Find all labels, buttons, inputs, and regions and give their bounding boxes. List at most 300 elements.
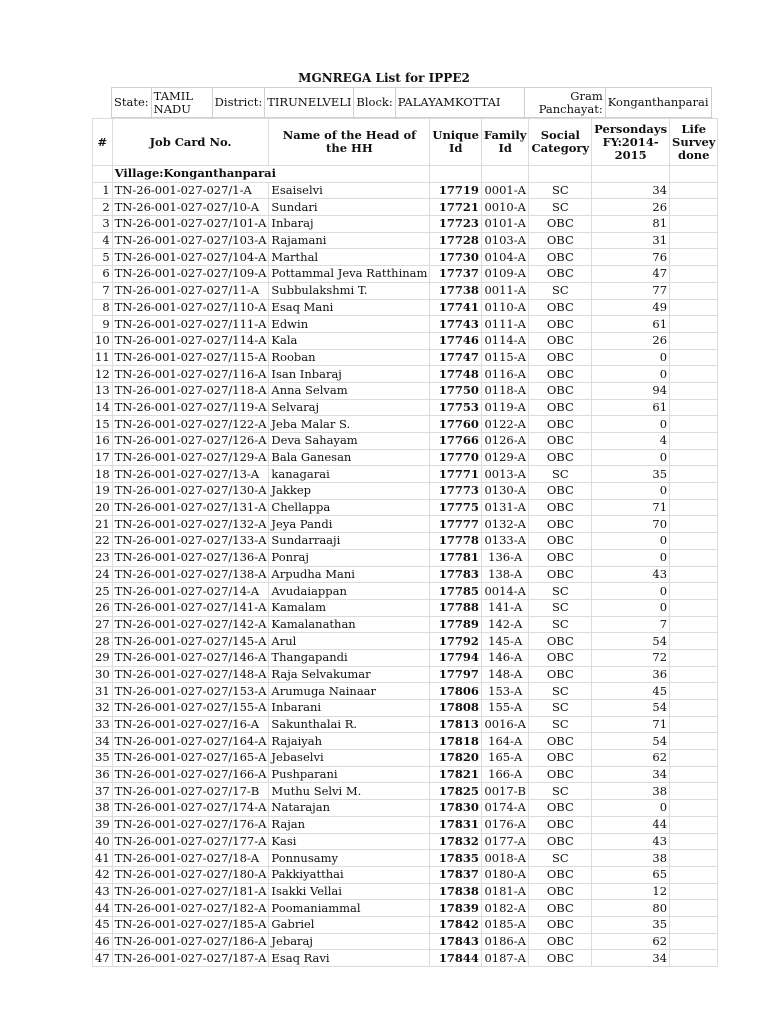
table-row — [93, 499, 718, 516]
cell-job-card: TN-26-001-027-027/11-A — [112, 282, 269, 299]
cell-unique-id: 17844 — [430, 950, 481, 967]
header-job-card: Job Card No. — [112, 119, 269, 166]
cell-unique-id: 17775 — [430, 499, 481, 516]
cell-life-survey — [670, 449, 718, 466]
cell-persondays: 43 — [592, 566, 670, 583]
cell-life-survey — [670, 750, 718, 767]
cell-family-id: 0109-A — [481, 266, 529, 283]
cell-life-survey — [670, 249, 718, 266]
cell-unique-id: 17783 — [430, 566, 481, 583]
cell-job-card: TN-26-001-027-027/177-A — [112, 833, 269, 850]
cell-unique-id: 17794 — [430, 649, 481, 666]
cell-job-card: TN-26-001-027-027/16-A — [112, 716, 269, 733]
cell-social-category: OBC — [529, 733, 592, 750]
cell-family-id: 0103-A — [481, 232, 529, 249]
cell-serial: 38 — [93, 800, 113, 817]
cell-family-id: 0110-A — [481, 299, 529, 316]
cell-job-card: TN-26-001-027-027/103-A — [112, 232, 269, 249]
table-row — [93, 850, 718, 867]
cell-unique-id: 17831 — [430, 816, 481, 833]
cell-social-category: OBC — [529, 533, 592, 550]
cell-job-card: TN-26-001-027-027/129-A — [112, 449, 269, 466]
cell-social-category: OBC — [529, 800, 592, 817]
cell-life-survey — [670, 916, 718, 933]
cell-life-survey — [670, 549, 718, 566]
cell-unique-id: 17808 — [430, 700, 481, 717]
cell-serial: 3 — [93, 216, 113, 233]
cell-family-id: 0011-A — [481, 282, 529, 299]
cell-name: Inbaraj — [269, 216, 430, 233]
cell-life-survey — [670, 633, 718, 650]
table-row — [93, 766, 718, 783]
job-card-table — [92, 118, 718, 967]
cell-unique-id: 17838 — [430, 883, 481, 900]
cell-social-category: OBC — [529, 933, 592, 950]
cell-persondays: 26 — [592, 332, 670, 349]
cell-persondays: 47 — [592, 266, 670, 283]
cell-serial: 4 — [93, 232, 113, 249]
table-row — [93, 833, 718, 850]
cell-persondays: 0 — [592, 583, 670, 600]
cell-persondays: 0 — [592, 449, 670, 466]
cell-unique-id: 17719 — [430, 182, 481, 199]
cell-unique-id: 17750 — [430, 382, 481, 399]
cell-name: Esaq Mani — [269, 299, 430, 316]
cell-job-card: TN-26-001-027-027/114-A — [112, 332, 269, 349]
cell-social-category: SC — [529, 683, 592, 700]
cell-family-id: 164-A — [481, 733, 529, 750]
state-value: TAMIL NADU — [151, 88, 212, 118]
cell-social-category: OBC — [529, 216, 592, 233]
table-row — [93, 349, 718, 366]
cell-serial: 11 — [93, 349, 113, 366]
cell-serial: 18 — [93, 466, 113, 483]
cell-persondays: 62 — [592, 933, 670, 950]
cell-social-category: SC — [529, 716, 592, 733]
cell-name: Gabriel — [269, 916, 430, 933]
cell-name: Rajamani — [269, 232, 430, 249]
table-row — [93, 783, 718, 800]
cell-serial: 37 — [93, 783, 113, 800]
cell-serial: 2 — [93, 199, 113, 216]
cell-social-category: OBC — [529, 883, 592, 900]
table-row — [93, 800, 718, 817]
table-row — [93, 299, 718, 316]
cell-job-card: TN-26-001-027-027/182-A — [112, 900, 269, 917]
cell-unique-id: 17728 — [430, 232, 481, 249]
cell-social-category: OBC — [529, 666, 592, 683]
cell-job-card: TN-26-001-027-027/10-A — [112, 199, 269, 216]
district-label: District: — [212, 88, 265, 118]
village-spacer — [93, 166, 113, 183]
cell-family-id: 0187-A — [481, 950, 529, 967]
cell-name: Rooban — [269, 349, 430, 366]
table-row — [93, 533, 718, 550]
cell-social-category: OBC — [529, 316, 592, 333]
cell-serial: 9 — [93, 316, 113, 333]
cell-life-survey — [670, 516, 718, 533]
cell-job-card: TN-26-001-027-027/186-A — [112, 933, 269, 950]
cell-family-id: 0101-A — [481, 216, 529, 233]
cell-unique-id: 17771 — [430, 466, 481, 483]
cell-name: Poomaniammal — [269, 900, 430, 917]
table-row — [93, 599, 718, 616]
cell-social-category: OBC — [529, 549, 592, 566]
cell-social-category: OBC — [529, 766, 592, 783]
cell-family-id: 0129-A — [481, 449, 529, 466]
block-label: Block: — [354, 88, 395, 118]
cell-family-id: 0111-A — [481, 316, 529, 333]
cell-social-category: OBC — [529, 950, 592, 967]
cell-unique-id: 17737 — [430, 266, 481, 283]
cell-job-card: TN-26-001-027-027/176-A — [112, 816, 269, 833]
cell-family-id: 136-A — [481, 549, 529, 566]
cell-serial: 13 — [93, 382, 113, 399]
cell-social-category: OBC — [529, 433, 592, 450]
cell-name: Pushparani — [269, 766, 430, 783]
cell-serial: 45 — [93, 916, 113, 933]
cell-unique-id: 17760 — [430, 416, 481, 433]
table-row — [93, 399, 718, 416]
cell-social-category: OBC — [529, 232, 592, 249]
cell-life-survey — [670, 566, 718, 583]
cell-serial: 12 — [93, 366, 113, 383]
cell-family-id: 0177-A — [481, 833, 529, 850]
cell-persondays: 76 — [592, 249, 670, 266]
cell-life-survey — [670, 399, 718, 416]
cell-life-survey — [670, 316, 718, 333]
table-row — [93, 933, 718, 950]
cell-name: Inbarani — [269, 700, 430, 717]
table-row — [93, 683, 718, 700]
cell-life-survey — [670, 716, 718, 733]
cell-name: Sundari — [269, 199, 430, 216]
cell-life-survey — [670, 199, 718, 216]
cell-social-category: OBC — [529, 499, 592, 516]
cell-job-card: TN-26-001-027-027/14-A — [112, 583, 269, 600]
cell-social-category: OBC — [529, 299, 592, 316]
cell-serial: 17 — [93, 449, 113, 466]
cell-social-category: SC — [529, 466, 592, 483]
cell-life-survey — [670, 800, 718, 817]
cell-life-survey — [670, 382, 718, 399]
cell-unique-id: 17789 — [430, 616, 481, 633]
cell-unique-id: 17830 — [430, 800, 481, 817]
cell-persondays: 72 — [592, 649, 670, 666]
cell-persondays: 0 — [592, 549, 670, 566]
cell-life-survey — [670, 366, 718, 383]
cell-unique-id: 17753 — [430, 399, 481, 416]
cell-family-id: 0119-A — [481, 399, 529, 416]
cell-life-survey — [670, 282, 718, 299]
cell-serial: 6 — [93, 266, 113, 283]
cell-name: Arul — [269, 633, 430, 650]
cell-unique-id: 17747 — [430, 349, 481, 366]
cell-family-id: 0176-A — [481, 816, 529, 833]
cell-unique-id: 17741 — [430, 299, 481, 316]
cell-serial: 41 — [93, 850, 113, 867]
cell-unique-id: 17730 — [430, 249, 481, 266]
cell-name: Isakki Vellai — [269, 883, 430, 900]
cell-unique-id: 17777 — [430, 516, 481, 533]
gram-panchayat-label: Gram Panchayat: — [524, 88, 605, 118]
cell-family-id: 145-A — [481, 633, 529, 650]
cell-social-category: OBC — [529, 483, 592, 500]
cell-name: Raja Selvakumar — [269, 666, 430, 683]
cell-serial: 42 — [93, 866, 113, 883]
table-row — [93, 566, 718, 583]
village-row — [93, 166, 718, 183]
cell-family-id: 0104-A — [481, 249, 529, 266]
cell-persondays: 94 — [592, 382, 670, 399]
cell-unique-id: 17843 — [430, 933, 481, 950]
cell-name: Muthu Selvi M. — [269, 783, 430, 800]
cell-job-card: TN-26-001-027-027/104-A — [112, 249, 269, 266]
cell-family-id: 0182-A — [481, 900, 529, 917]
cell-family-id: 0132-A — [481, 516, 529, 533]
header-name: Name of the Head of the HH — [269, 119, 430, 166]
cell-persondays: 0 — [592, 800, 670, 817]
cell-family-id: 0133-A — [481, 533, 529, 550]
cell-name: kanagarai — [269, 466, 430, 483]
cell-social-category: SC — [529, 616, 592, 633]
cell-social-category: OBC — [529, 900, 592, 917]
cell-persondays: 0 — [592, 416, 670, 433]
table-row — [93, 616, 718, 633]
gram-panchayat-value: Konganthanparai — [605, 88, 711, 118]
header-social-category: Social Category — [529, 119, 592, 166]
cell-serial: 10 — [93, 332, 113, 349]
cell-job-card: TN-26-001-027-027/17-B — [112, 783, 269, 800]
table-row — [93, 282, 718, 299]
cell-name: Selvaraj — [269, 399, 430, 416]
cell-persondays: 0 — [592, 483, 670, 500]
cell-job-card: TN-26-001-027-027/115-A — [112, 349, 269, 366]
cell-serial: 32 — [93, 700, 113, 717]
cell-social-category: SC — [529, 700, 592, 717]
table-row — [93, 700, 718, 717]
table-row — [93, 666, 718, 683]
cell-family-id: 141-A — [481, 599, 529, 616]
cell-unique-id: 17748 — [430, 366, 481, 383]
table-row — [93, 733, 718, 750]
cell-family-id: 0018-A — [481, 850, 529, 867]
cell-social-category: OBC — [529, 399, 592, 416]
cell-social-category: OBC — [529, 916, 592, 933]
cell-name: Edwin — [269, 316, 430, 333]
cell-persondays: 35 — [592, 916, 670, 933]
cell-persondays: 54 — [592, 733, 670, 750]
cell-job-card: TN-26-001-027-027/13-A — [112, 466, 269, 483]
cell-persondays: 0 — [592, 533, 670, 550]
cell-persondays: 0 — [592, 599, 670, 616]
cell-unique-id: 17792 — [430, 633, 481, 650]
table-row — [93, 433, 718, 450]
cell-name: Marthal — [269, 249, 430, 266]
cell-life-survey — [670, 332, 718, 349]
cell-job-card: TN-26-001-027-027/164-A — [112, 733, 269, 750]
cell-social-category: SC — [529, 583, 592, 600]
cell-serial: 35 — [93, 750, 113, 767]
cell-life-survey — [670, 583, 718, 600]
cell-serial: 7 — [93, 282, 113, 299]
cell-name: Subbulakshmi T. — [269, 282, 430, 299]
cell-life-survey — [670, 216, 718, 233]
cell-persondays: 34 — [592, 182, 670, 199]
cell-name: Rajaiyah — [269, 733, 430, 750]
cell-job-card: TN-26-001-027-027/187-A — [112, 950, 269, 967]
cell-life-survey — [670, 833, 718, 850]
cell-life-survey — [670, 416, 718, 433]
table-row — [93, 366, 718, 383]
table-row — [93, 883, 718, 900]
cell-persondays: 62 — [592, 750, 670, 767]
cell-family-id: 148-A — [481, 666, 529, 683]
cell-name: Sundarraaji — [269, 533, 430, 550]
cell-family-id: 0116-A — [481, 366, 529, 383]
cell-name: Kasi — [269, 833, 430, 850]
cell-persondays: 65 — [592, 866, 670, 883]
cell-serial: 31 — [93, 683, 113, 700]
cell-social-category: OBC — [529, 649, 592, 666]
cell-social-category: OBC — [529, 566, 592, 583]
cell-unique-id: 17773 — [430, 483, 481, 500]
cell-serial: 47 — [93, 950, 113, 967]
cell-name: Jebaselvi — [269, 750, 430, 767]
cell-persondays: 54 — [592, 633, 670, 650]
cell-social-category: SC — [529, 783, 592, 800]
cell-job-card: TN-26-001-027-027/136-A — [112, 549, 269, 566]
table-row — [93, 332, 718, 349]
cell-life-survey — [670, 182, 718, 199]
cell-unique-id: 17839 — [430, 900, 481, 917]
cell-job-card: TN-26-001-027-027/148-A — [112, 666, 269, 683]
cell-family-id: 155-A — [481, 700, 529, 717]
cell-name: Jakkep — [269, 483, 430, 500]
cell-job-card: TN-26-001-027-027/118-A — [112, 382, 269, 399]
cell-serial: 44 — [93, 900, 113, 917]
cell-name: Jeba Malar S. — [269, 416, 430, 433]
cell-life-survey — [670, 349, 718, 366]
cell-unique-id: 17821 — [430, 766, 481, 783]
cell-life-survey — [670, 666, 718, 683]
table-row — [93, 266, 718, 283]
cell-social-category: OBC — [529, 750, 592, 767]
cell-life-survey — [670, 533, 718, 550]
block-value: PALAYAMKOTTAI — [395, 88, 524, 118]
cell-name: Kala — [269, 332, 430, 349]
cell-unique-id: 17806 — [430, 683, 481, 700]
cell-unique-id: 17721 — [430, 199, 481, 216]
table-row — [93, 416, 718, 433]
cell-life-survey — [670, 766, 718, 783]
cell-life-survey — [670, 783, 718, 800]
cell-persondays: 36 — [592, 666, 670, 683]
cell-life-survey — [670, 483, 718, 500]
cell-family-id: 0014-A — [481, 583, 529, 600]
cell-persondays: 49 — [592, 299, 670, 316]
cell-life-survey — [670, 616, 718, 633]
cell-serial: 34 — [93, 733, 113, 750]
header-family-id: Family Id — [481, 119, 529, 166]
cell-social-category: OBC — [529, 866, 592, 883]
cell-name: Thangapandi — [269, 649, 430, 666]
cell-job-card: TN-26-001-027-027/142-A — [112, 616, 269, 633]
cell-life-survey — [670, 900, 718, 917]
cell-job-card: TN-26-001-027-027/109-A — [112, 266, 269, 283]
table-row — [93, 449, 718, 466]
cell-social-category: SC — [529, 282, 592, 299]
cell-unique-id: 17818 — [430, 733, 481, 750]
cell-unique-id: 17835 — [430, 850, 481, 867]
cell-job-card: TN-26-001-027-027/18-A — [112, 850, 269, 867]
cell-serial: 5 — [93, 249, 113, 266]
cell-persondays: 71 — [592, 716, 670, 733]
cell-serial: 39 — [93, 816, 113, 833]
cell-job-card: TN-26-001-027-027/131-A — [112, 499, 269, 516]
cell-family-id: 0017-B — [481, 783, 529, 800]
cell-persondays: 7 — [592, 616, 670, 633]
cell-persondays: 34 — [592, 950, 670, 967]
cell-job-card: TN-26-001-027-027/130-A — [112, 483, 269, 500]
cell-life-survey — [670, 950, 718, 967]
cell-job-card: TN-26-001-027-027/122-A — [112, 416, 269, 433]
cell-job-card: TN-26-001-027-027/185-A — [112, 916, 269, 933]
cell-family-id: 0122-A — [481, 416, 529, 433]
cell-name: Sakunthalai R. — [269, 716, 430, 733]
cell-unique-id: 17842 — [430, 916, 481, 933]
cell-persondays: 38 — [592, 850, 670, 867]
table-row — [93, 816, 718, 833]
cell-social-category: SC — [529, 599, 592, 616]
cell-family-id: 138-A — [481, 566, 529, 583]
cell-persondays: 81 — [592, 216, 670, 233]
header-persondays: Persondays FY:2014-2015 — [592, 119, 670, 166]
table-row — [93, 466, 718, 483]
cell-social-category: SC — [529, 182, 592, 199]
cell-family-id: 0130-A — [481, 483, 529, 500]
cell-unique-id: 17788 — [430, 599, 481, 616]
village-label: Village:Konganthanparai — [112, 166, 430, 183]
table-row — [93, 232, 718, 249]
cell-life-survey — [670, 883, 718, 900]
cell-persondays: 26 — [592, 199, 670, 216]
cell-unique-id: 17746 — [430, 332, 481, 349]
table-row — [93, 716, 718, 733]
cell-social-category: OBC — [529, 382, 592, 399]
cell-persondays: 44 — [592, 816, 670, 833]
cell-serial: 46 — [93, 933, 113, 950]
cell-persondays: 45 — [592, 683, 670, 700]
cell-persondays: 4 — [592, 433, 670, 450]
cell-job-card: TN-26-001-027-027/165-A — [112, 750, 269, 767]
cell-job-card: TN-26-001-027-027/153-A — [112, 683, 269, 700]
cell-persondays: 34 — [592, 766, 670, 783]
cell-serial: 16 — [93, 433, 113, 450]
table-header-row — [93, 119, 718, 166]
cell-life-survey — [670, 700, 718, 717]
cell-serial: 24 — [93, 566, 113, 583]
cell-family-id: 165-A — [481, 750, 529, 767]
cell-persondays: 70 — [592, 516, 670, 533]
cell-name: Deva Sahayam — [269, 433, 430, 450]
table-row — [93, 549, 718, 566]
cell-life-survey — [670, 933, 718, 950]
district-value: TIRUNELVELI — [265, 88, 354, 118]
cell-serial: 26 — [93, 599, 113, 616]
cell-serial: 21 — [93, 516, 113, 533]
cell-family-id: 0013-A — [481, 466, 529, 483]
